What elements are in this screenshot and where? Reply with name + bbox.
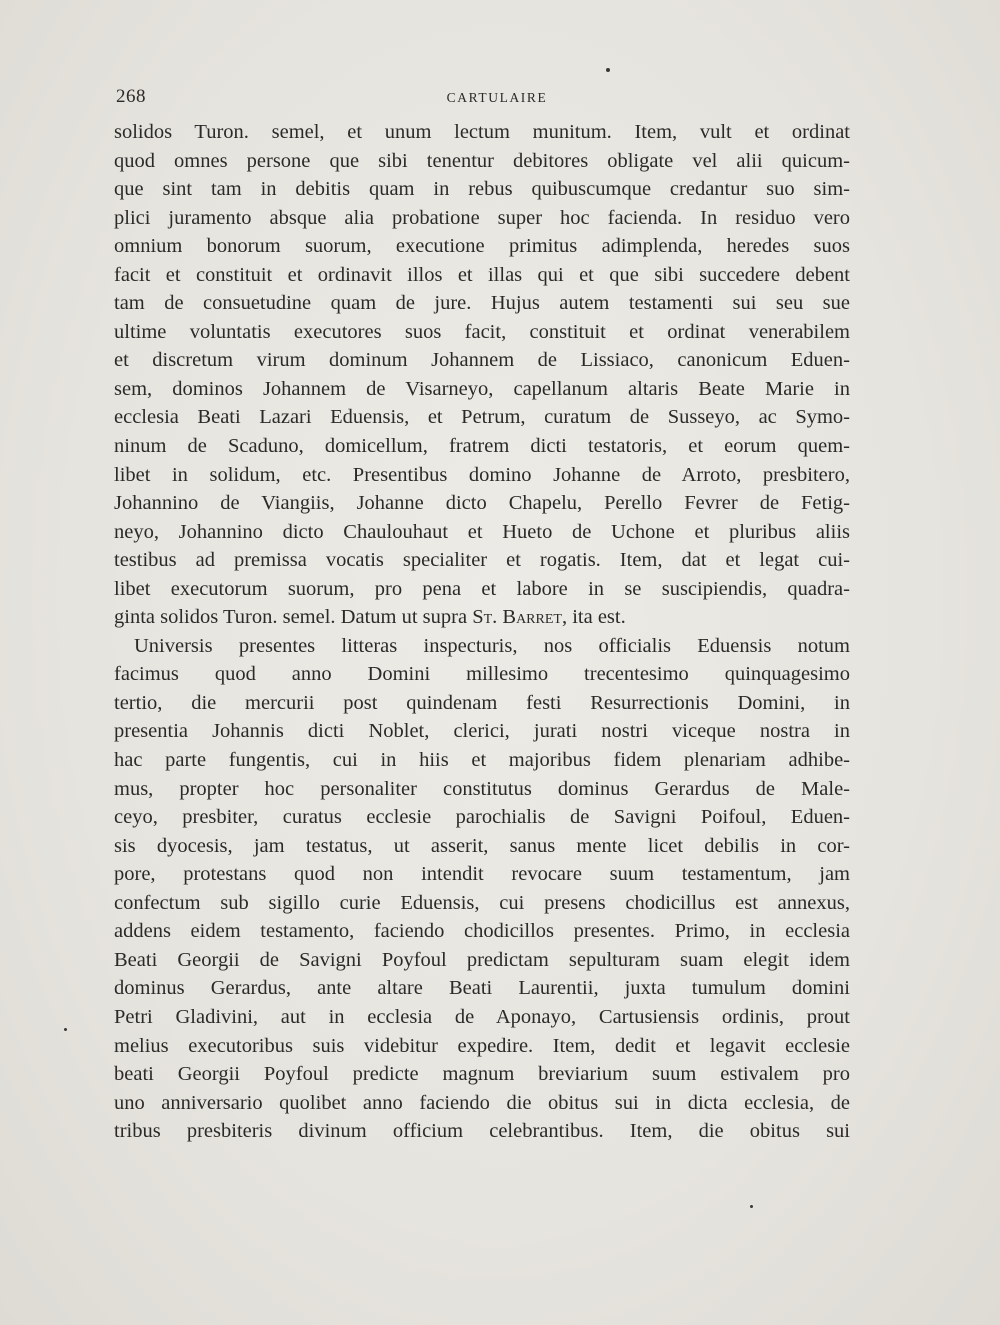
text-line: beati Georgii Poyfoul predicte magnum breviarium suum estivalem pro: [114, 1063, 850, 1086]
text-line: addens eidem testamento, faciendo chodicillos presentes. Primo, in ecclesia: [114, 920, 850, 943]
text-line: sem, dominos Johannem de Visarneyo, capellanum altaris Beate Marie in: [114, 377, 850, 400]
text-line: tam de consuetudine quam de jure. Hujus autem testamenti sui seu sue: [114, 292, 850, 315]
text-line: ninum de Scaduno, domicellum, fratrem dicti testatoris, et eorum quem-: [114, 435, 850, 458]
text-fragment: ginta solidos Turon. semel. Datum ut supra: [114, 606, 473, 629]
text-line: libet executorum suorum, pro pena et labore in se suscipiendis, quadra-: [114, 577, 850, 600]
page-header: [116, 86, 848, 112]
text-line: tribus presbiteris divinum officium celebrantibus. Item, die obitus sui: [114, 1120, 850, 1143]
text-line: facit et constituit et ordinavit illos et illas qui et que sibi succedere debent: [114, 263, 850, 286]
text-line: quod omnes persone que sibi tenentur debitores obligate vel alii quicum-: [114, 149, 850, 172]
text-line: melius executoribus suis videbitur expedire. Item, dedit et legavit ecclesie: [114, 1034, 850, 1057]
text-fragment: , ita est.: [561, 606, 626, 629]
text-line: pore, protestans quod non intendit revocare suum testamentum, jam: [114, 863, 850, 886]
text-line: presentia Johannis dicti Noblet, clerici, jurati nostri viceque nostra in: [114, 720, 850, 743]
text-line: mus, propter hoc personaliter constitutus dominus Gerardus de Male-: [114, 777, 850, 800]
text-line: et discretum virum dominum Johannem de Lissiaco, canonicum Eduen-: [114, 349, 850, 372]
text-line-final: [114, 603, 850, 632]
text-line: ceyo, presbiter, curatus ecclesie parochialis de Savigni Poifoul, Eduen-: [114, 806, 850, 829]
text-line: Johannino de Viangiis, Johanne dicto Chapelu, Perello Fevrer de Fetig-: [114, 492, 850, 515]
text-line: omnium bonorum suorum, executione primitus adimplenda, heredes suos: [114, 235, 850, 258]
ink-speck: [750, 1205, 753, 1208]
text-line: tertio, die mercurii post quindenam festi Resurrectionis Domini, in: [114, 691, 850, 714]
text-line: neyo, Johannino dicto Chaulouhaut et Hueto de Uchone et pluribus aliis: [114, 520, 850, 543]
text-line: dominus Gerardus, ante altare Beati Laurentii, juxta tumulum domini: [114, 977, 850, 1000]
text-line: facimus quod anno Domini millesimo trecentesimo quinquagesimo: [114, 663, 850, 686]
text-line: Beati Georgii de Savigni Poyfoul predictam sepulturam suam elegit idem: [114, 948, 850, 971]
ink-speck: [64, 1028, 67, 1031]
text-line: ultime voluntatis executores suos facit, constituit et ordinat venerabilem: [114, 320, 850, 343]
text-line: plici juramento absque alia probatione super hoc facienda. In residuo vero: [114, 206, 850, 229]
text-line: Universis presentes litteras inspecturis, nos officialis Eduensis notum: [134, 634, 850, 657]
text-line: testibus ad premissa vocatis specialiter et rogatis. Item, dat et legat cui-: [114, 549, 850, 572]
text-line: solidos Turon. semel, et unum lectum munitum. Item, vult et ordinat: [114, 121, 850, 143]
text-line: uno anniversario quolibet anno faciendo die obitus sui in dicta ecclesia, de: [114, 1091, 850, 1114]
text-line: hac parte fungentis, cui in hiis et majoribus fidem plenariam adhibe-: [114, 749, 850, 772]
text-line: ecclesia Beati Lazari Eduensis, et Petrum, curatum de Susseyo, ac Symo-: [114, 406, 850, 429]
text-line: que sint tam in debitis quam in rebus quibuscumque credantur suo sim-: [114, 178, 850, 201]
running-head: CARTULAIRE: [446, 90, 548, 105]
page-number: 268: [116, 86, 146, 107]
text-line: Petri Gladivini, aut in ecclesia de Aponayo, Cartusiensis ordinis, prout: [114, 1005, 850, 1028]
signature-initials: St.: [472, 606, 498, 629]
text-line: confectum sub sigillo curie Eduensis, cui presens chodicillus est annexus,: [114, 891, 850, 914]
signature-name: Barret: [502, 606, 562, 629]
ink-speck: [606, 68, 610, 72]
body-text: [114, 118, 850, 1146]
text-line: libet in solidum, etc. Presentibus domino Johanne de Arroto, presbitero,: [114, 463, 850, 486]
text-line: sis dyocesis, jam testatus, ut asserit, sanus mente licet debilis in cor-: [114, 834, 850, 857]
